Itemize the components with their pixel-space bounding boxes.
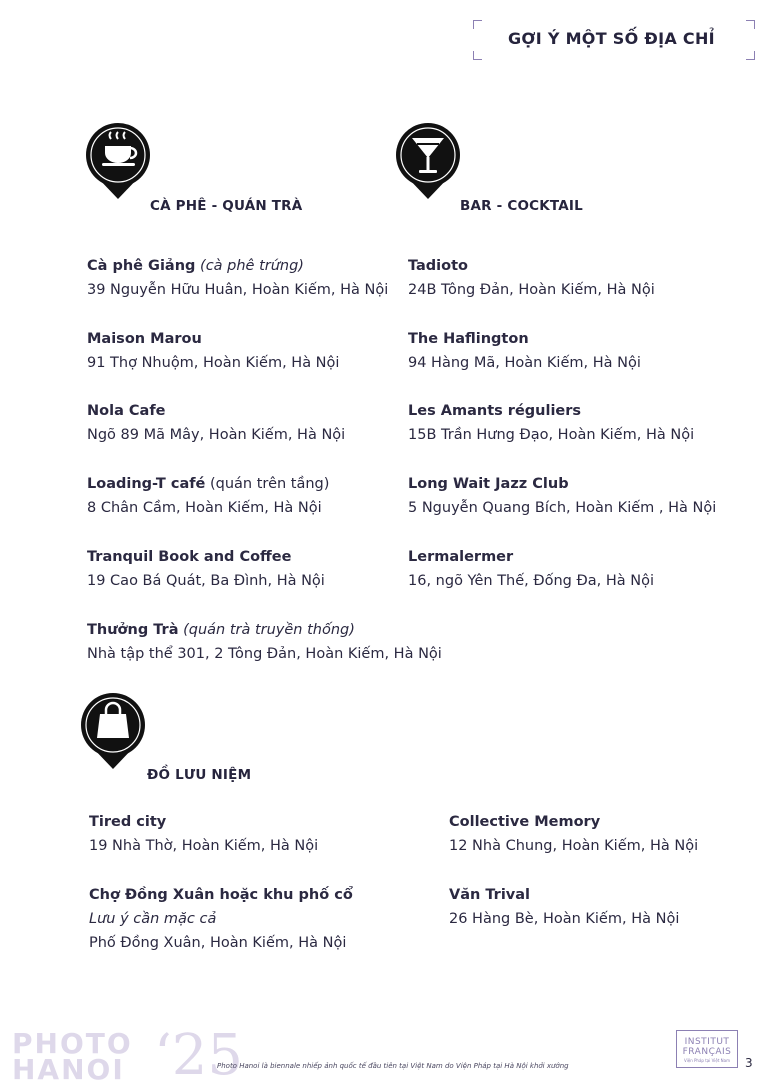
venue-address: 94 Hàng Mã, Hoàn Kiếm, Hà Nội bbox=[408, 355, 641, 371]
cafe-entry bbox=[87, 399, 345, 447]
page-title: GỢI Ý MỘT SỐ ĐỊA CHỈ bbox=[508, 29, 715, 48]
photo-hanoi-logo bbox=[12, 1023, 244, 1088]
venue-note: (quán trên tầng) bbox=[210, 476, 330, 492]
venue-name: Lermalermer bbox=[408, 549, 514, 565]
cafe-entry bbox=[87, 618, 442, 666]
bar-entry bbox=[408, 327, 641, 375]
bar-entry bbox=[408, 254, 655, 302]
header-corner bbox=[746, 51, 755, 60]
category-cafe-label: CÀ PHÊ - QUÁN TRÀ bbox=[150, 198, 303, 214]
venue-address: 8 Chân Cầm, Hoàn Kiếm, Hà Nội bbox=[87, 500, 322, 516]
venue-address: 19 Cao Bá Quát, Ba Đình, Hà Nội bbox=[87, 573, 325, 589]
venue-address: Phố Đồng Xuân, Hoàn Kiếm, Hà Nội bbox=[89, 935, 347, 951]
venue-address: 12 Nhà Chung, Hoàn Kiếm, Hà Nội bbox=[449, 838, 699, 854]
venue-name: Maison Marou bbox=[87, 331, 202, 347]
logo-year: ‘25 bbox=[154, 1023, 244, 1088]
venue-address: 19 Nhà Thờ, Hoàn Kiếm, Hà Nội bbox=[89, 838, 319, 854]
bar-entry bbox=[408, 545, 654, 593]
venue-name: Cà phê Giảng bbox=[87, 258, 196, 274]
category-bar-label: BAR - COCKTAIL bbox=[460, 198, 583, 214]
venue-address: 5 Nguyễn Quang Bích, Hoàn Kiếm , Hà Nội bbox=[408, 500, 717, 516]
venue-name: Thưởng Trà bbox=[87, 622, 179, 638]
venue-note: Lưu ý cần mặc cả bbox=[89, 911, 217, 927]
institut-line1: INSTITUT bbox=[684, 1037, 730, 1047]
venue-name: Les Amants réguliers bbox=[408, 403, 582, 419]
venue-address: 91 Thợ Nhuộm, Hoàn Kiếm, Hà Nội bbox=[87, 355, 340, 371]
header-corner bbox=[473, 51, 482, 60]
institut-line3: Viện Pháp tại Việt Nam bbox=[683, 1058, 731, 1063]
venue-name: Tadioto bbox=[408, 258, 469, 274]
venue-address: Ngõ 89 Mã Mây, Hoàn Kiếm, Hà Nội bbox=[87, 427, 346, 443]
page-header bbox=[473, 20, 755, 60]
venue-address: 15B Trần Hưng Đạo, Hoàn Kiếm, Hà Nội bbox=[408, 427, 695, 443]
venue-name: Văn Trival bbox=[449, 887, 531, 903]
header-corner bbox=[746, 20, 755, 29]
header-corner bbox=[473, 20, 482, 29]
shopping-bag-icon bbox=[80, 692, 146, 772]
cafe-entry bbox=[87, 472, 329, 520]
cafe-entry bbox=[87, 327, 339, 375]
page-number: 3 bbox=[745, 1056, 753, 1070]
souvenir-entry bbox=[89, 883, 353, 955]
logo-word-photo: PHOTO bbox=[12, 1027, 133, 1060]
venue-address: Nhà tập thể 301, 2 Tông Đản, Hoàn Kiếm, Hà Nội bbox=[87, 646, 442, 662]
venue-address: 16, ngõ Yên Thế, Đống Đa, Hà Nội bbox=[408, 573, 654, 589]
cafe-entry bbox=[87, 254, 388, 302]
venue-name: Nola Cafe bbox=[87, 403, 166, 419]
venue-address: 39 Nguyễn Hữu Huân, Hoàn Kiếm, Hà Nội bbox=[87, 282, 389, 298]
souvenir-entry bbox=[89, 810, 318, 858]
venue-note: (cà phê trứng) bbox=[200, 258, 304, 274]
venue-note: (quán trà truyền thống) bbox=[183, 622, 355, 638]
cafe-entry bbox=[87, 545, 325, 593]
souvenir-entry bbox=[449, 883, 679, 931]
institut-francais-logo bbox=[676, 1030, 738, 1068]
category-souvenir-label: ĐỒ LƯU NIỆM bbox=[147, 767, 252, 783]
venue-name: Long Wait Jazz Club bbox=[408, 476, 569, 492]
logo-word-hanoi: HANOI bbox=[12, 1053, 125, 1086]
venue-name: Collective Memory bbox=[449, 814, 601, 830]
venue-name: Chợ Đồng Xuân hoặc khu phố cổ bbox=[89, 887, 353, 903]
venue-name: Tired city bbox=[89, 814, 167, 830]
coffee-cup-icon bbox=[85, 122, 151, 202]
bar-entry bbox=[408, 399, 694, 447]
institut-line2: FRANÇAIS bbox=[682, 1047, 732, 1057]
footer-note: Photo Hanoi là biennale nhiếp ảnh quốc tế đầu tiên tại Việt Nam do Viện Pháp tại Hà Nội khởi xướng bbox=[217, 1062, 569, 1070]
venue-name: The Haflington bbox=[408, 331, 529, 347]
venue-name: Tranquil Book and Coffee bbox=[87, 549, 292, 565]
venue-address: 24B Tông Đản, Hoàn Kiếm, Hà Nội bbox=[408, 282, 655, 298]
venue-name: Loading-T café bbox=[87, 476, 206, 492]
souvenir-entry bbox=[449, 810, 698, 858]
bar-entry bbox=[408, 472, 716, 520]
venue-address: 26 Hàng Bè, Hoàn Kiếm, Hà Nội bbox=[449, 911, 680, 927]
cocktail-glass-icon bbox=[395, 122, 461, 202]
